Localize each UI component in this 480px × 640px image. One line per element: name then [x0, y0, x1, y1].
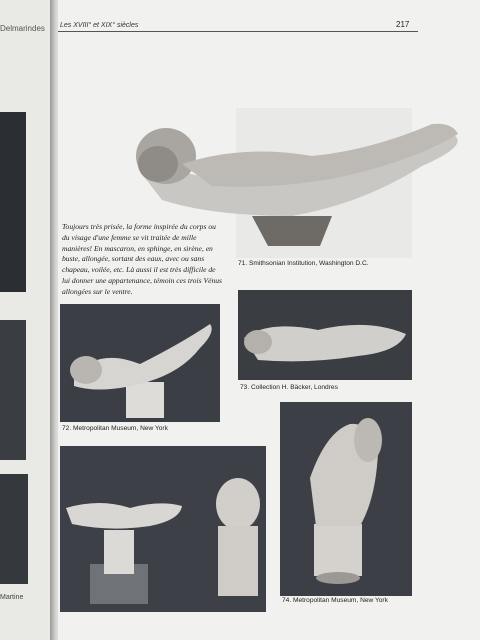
- left-page-photo-2: [0, 320, 26, 460]
- left-page-photo-1: [0, 112, 26, 292]
- body-paragraph: Toujours très prisée, la forme inspirée du corps ou du visage d'une femme se vit traitée de mille manières! En mascaron, en sphinge, en sirène, en buste, allongée, sortant des eaux, avec ou sans chapeau, voilée, etc. Là aussi il est très difficile de lui donner une appartenance, témoin ces trois Vénus allongées sur le ventre.: [62, 222, 223, 296]
- figure-72-caption: 72. Metropolitan Museum, New York: [62, 425, 168, 432]
- left-page-footer: Martine: [0, 594, 24, 601]
- figure-71-caption: 71. Smithsonian Institution, Washington D.C.: [238, 260, 369, 267]
- figure-72-photo: [60, 304, 220, 422]
- left-page-photo-3: [0, 474, 28, 584]
- figure-73-photo: [238, 290, 412, 380]
- header-rule: [58, 31, 418, 32]
- left-page-header: Delmarindes: [0, 24, 45, 33]
- figure-74-caption: 74. Metropolitan Museum, New York: [282, 597, 388, 604]
- figure-74-photo-left: [60, 446, 266, 612]
- page-number: 217: [396, 20, 410, 29]
- figure-73-caption: 73. Collection H. Bäcker, Londres: [240, 384, 338, 391]
- running-head: Les XVIII° et XIX° siècles: [60, 22, 139, 29]
- figure-74-photo-right: [280, 402, 412, 596]
